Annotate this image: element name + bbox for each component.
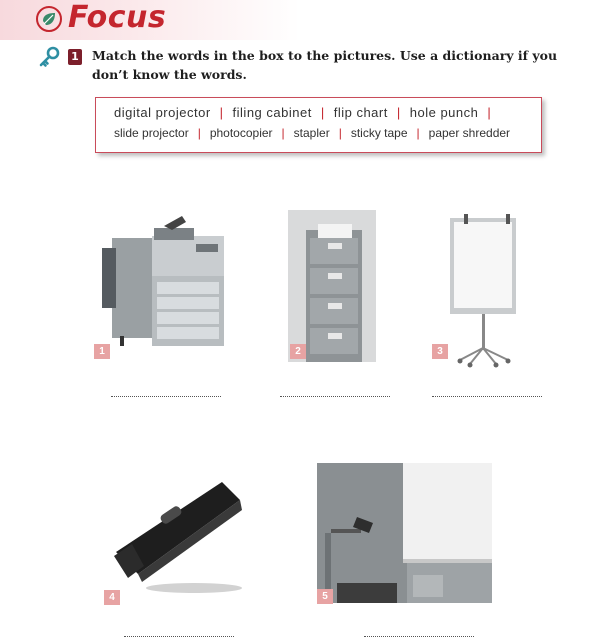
word-separator: | [396,105,401,120]
word-digital-projector: digital projector [114,105,211,120]
word-hole-punch: hole punch [409,105,479,120]
focus-leaf-icon [36,6,62,32]
word-paper-shredder: paper shredder [428,126,511,140]
page-title: Focus [68,0,167,35]
word-photocopier: photocopier [209,126,273,140]
photocopier-image [92,208,232,363]
word-separator: | [487,105,492,120]
word-separator: | [320,105,325,120]
word-box-row-2 [114,126,510,140]
picture-number-4: 4 [104,590,120,605]
exercise-number: 1 [68,49,82,65]
hole-punch-image [104,470,254,605]
word-slide-projector: slide projector [114,126,189,140]
word-separator: | [219,105,224,120]
projector-screen-image [317,463,492,603]
picture-number-5: 5 [317,589,333,604]
word-separator: | [281,126,285,140]
key-icon [38,46,60,68]
picture-number-3: 3 [432,344,448,359]
word-box-row-1 [114,105,500,120]
answer-line-5[interactable] [364,636,474,637]
filing-cabinet-image [288,210,376,362]
answer-line-2[interactable] [280,396,390,397]
answer-line-1[interactable] [111,396,221,397]
word-separator: | [338,126,342,140]
exercise-instruction: Match the words in the box to the pictures. Use a dictionary if you don’t know the words. [92,48,558,82]
word-box [95,97,542,153]
answer-line-3[interactable] [432,396,542,397]
word-stapler: stapler [293,126,330,140]
word-filing-cabinet: filing cabinet [232,105,312,120]
answer-line-4[interactable] [124,636,234,637]
word-separator: | [416,126,420,140]
word-separator: | [197,126,201,140]
word-sticky-tape: sticky tape [350,126,408,140]
picture-number-1: 1 [94,344,110,359]
picture-number-2: 2 [290,344,306,359]
word-flip-chart: flip chart [333,105,388,120]
